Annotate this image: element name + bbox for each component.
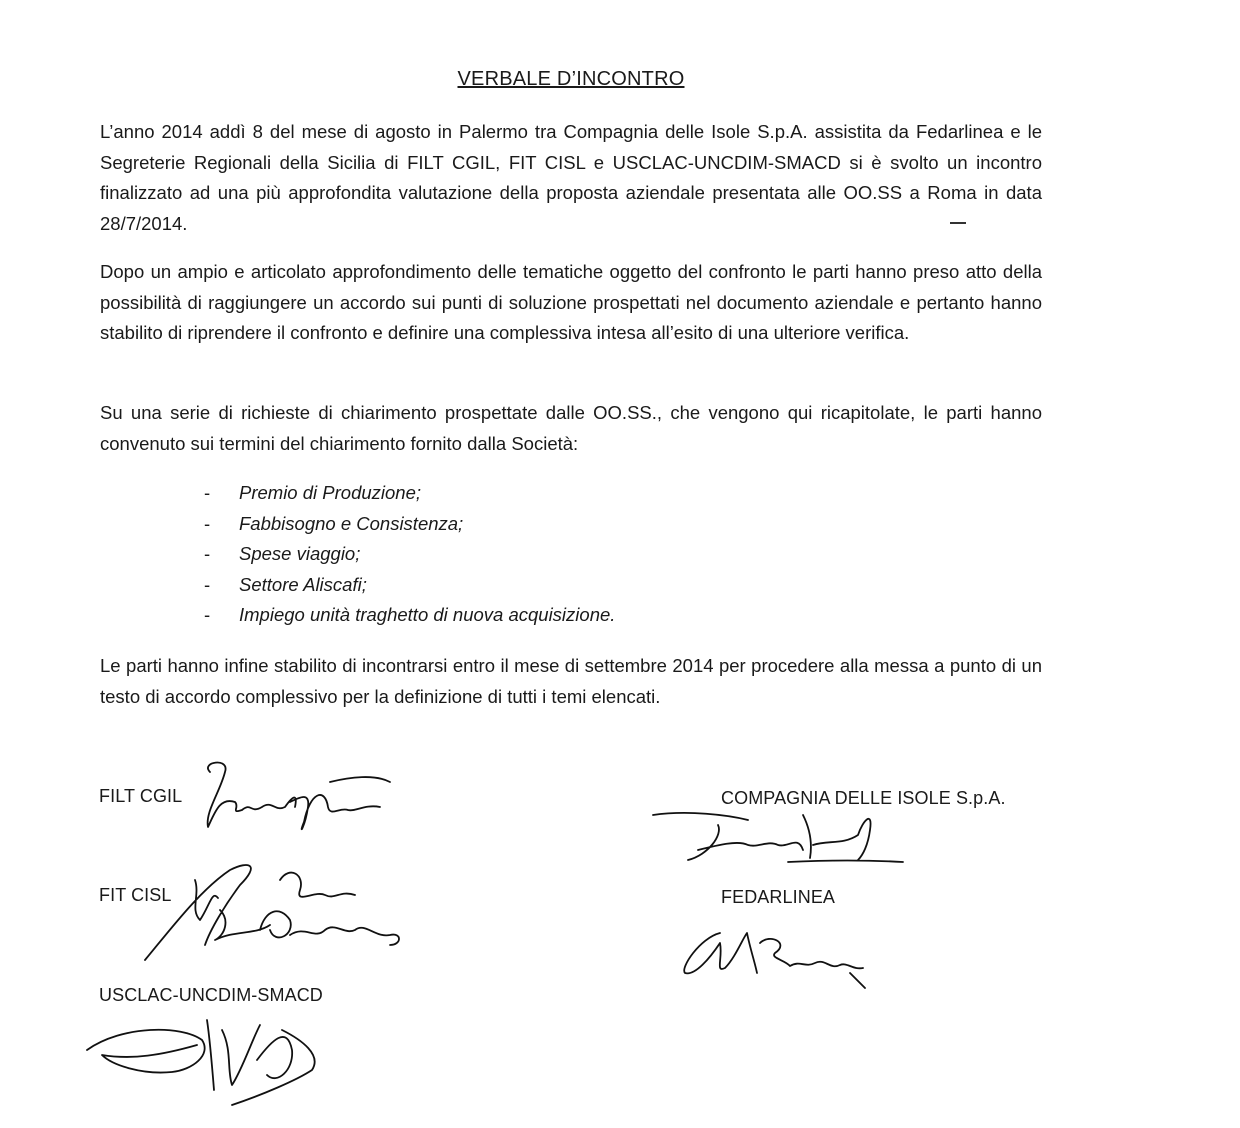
paragraph-clarifications: Su una serie di richieste di chiarimento prospettate dalle OO.SS., che vengono qui ricapitolate, le parti hanno convenuto sui termini del chiarimento fornito dalla Società:	[100, 402, 1042, 454]
signatory-label-fedarlinea: FEDARLINEA	[721, 887, 836, 907]
topic-label: Premio di Produzione;	[239, 482, 422, 503]
paragraph-discussion: Dopo un ampio e articolato approfondimento delle tematiche oggetto del confronto le parti hanno preso atto della possibilità di raggiungere un accordo sui punti di soluzione prospettati nel documento aziendale e pertanto hanno stabilito di riprendere il confronto e definire una complessiva intesa all’esito di una ulteriore verifica.	[100, 261, 1042, 343]
list-bullet: -	[204, 482, 211, 503]
margin-mark	[950, 222, 966, 224]
signature-compagnia	[648, 800, 908, 870]
topic-label: Impiego unità traghetto di nuova acquisizione.	[239, 604, 616, 625]
signature-filt-cgil	[180, 752, 400, 842]
signature-fedarlinea	[675, 918, 875, 993]
list-item	[200, 600, 615, 631]
list-bullet: -	[204, 604, 211, 625]
signature-fit-cisl	[140, 850, 410, 965]
list-bullet: -	[204, 512, 211, 534]
list-bullet: -	[204, 573, 211, 595]
list-item	[200, 478, 615, 509]
list-item	[200, 509, 615, 540]
signatory-label-fit-cisl: FIT CISL	[99, 885, 172, 905]
signatory-label-usclac: USCLAC-UNCDIM-SMACD	[99, 985, 323, 1005]
paragraph-conclusion: Le parti hanno infine stabilito di incontrarsi entro il mese di settembre 2014 per procedere alla messa a punto di un testo di accordo complessivo per la definizione di tutti i temi elencati.	[100, 655, 1042, 707]
document-title: VERBALE D’INCONTRO	[457, 68, 685, 90]
topic-label: Spese viaggio;	[239, 543, 361, 564]
signature-usclac	[82, 1000, 342, 1110]
signatory-label-filt-cgil: FILT CGIL	[99, 786, 183, 806]
topic-label: Settore Aliscafi;	[239, 573, 367, 595]
list-item	[200, 539, 615, 570]
list-bullet: -	[204, 543, 211, 564]
topics-list	[200, 478, 615, 631]
paragraph-intro: L’anno 2014 addì 8 del mese di agosto in Palermo tra Compagnia delle Isole S.p.A. assistita da Fedarlinea e le Segreterie Regionali della Sicilia di FILT CGIL, FIT CISL e USCLAC-UNCDIM-SMACD si è svolto un incontro finalizzato ad una più approfondita valutazione della proposta aziendale presentata alle OO.SS a Roma in data 28/7/2014.	[100, 121, 1042, 234]
signatory-label-compagnia: COMPAGNIA DELLE ISOLE S.p.A.	[721, 788, 1006, 808]
list-item	[200, 570, 615, 601]
topic-label: Fabbisogno e Consistenza;	[239, 512, 464, 534]
